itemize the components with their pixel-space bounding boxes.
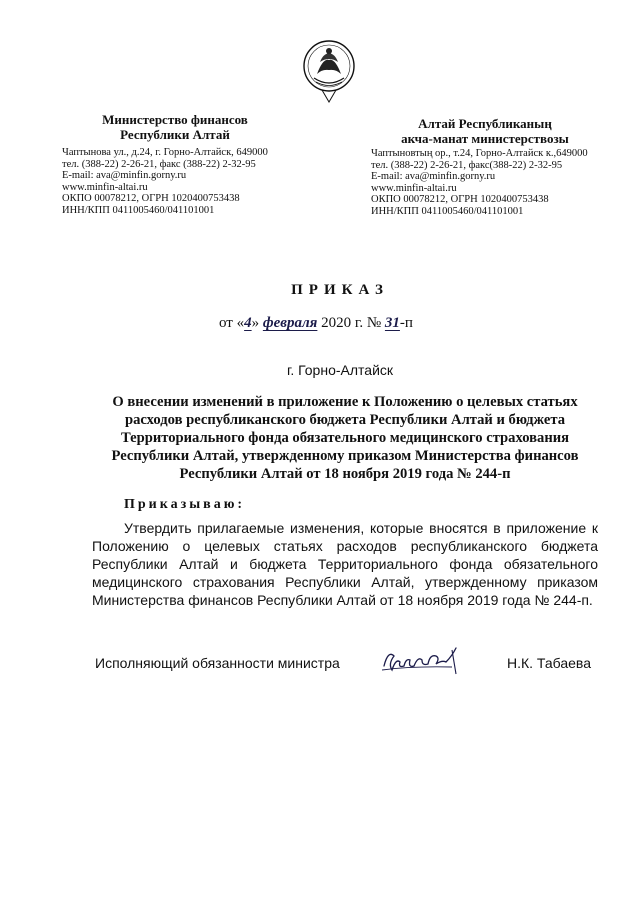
inn: ИНН/КПП 0411005460/041101001 [371, 205, 524, 217]
day-suffix: » [251, 315, 260, 331]
email: E-mail: ava@minfin.gorny.ru [62, 170, 187, 182]
order-year: 2020 г. № [321, 315, 382, 331]
handwritten-signature [378, 644, 468, 678]
contacts-altai [371, 148, 588, 218]
order-subject: О внесении изменений в приложение к Положению о целевых статьях расходов республиканского бюджета Республики Алтай и бюджета Территориального фонда обязательного медицинского страхования Республики Алтай, утвержденному приказом Министерства финансов Республики Алтай от 18 ноября 2019 года № 244-п [111, 394, 579, 482]
order-day: 4 [244, 315, 252, 331]
city: г. Горно-Алтайск [286, 362, 394, 378]
order-body: Утвердить прилагаемые изменения, которые вносятся в приложение к Положению о целевых статьях расходов республиканского бюджета Республики Алтай и бюджета Территориального фонда обязательного медицинского страхования Республики Алтай, утвержденному приказом Министерства финансов Республики Алтай от 18 ноября 2019 года № 244-п. [92, 520, 598, 608]
contacts-russian [62, 147, 268, 217]
website: www.minfin-altai.ru [371, 182, 457, 194]
address: Чаптынова ул., д.24, г. Горно-Алтайск, 649000 [62, 147, 268, 158]
ministry-title-line2: Республики Алтай [120, 127, 230, 142]
coat-of-arms-emblem [300, 36, 358, 106]
okpo: ОКПО 00078212, ОГРН 1020400753438 [371, 194, 549, 206]
phone: тел. (388-22) 2-26-21, факс(388-22) 2-32-95 [371, 159, 563, 171]
order-date-line [219, 315, 413, 332]
signatory-position: Исполняющий обязанности министра [95, 655, 340, 671]
email: E-mail: ava@minfin.gorny.ru [371, 171, 496, 183]
ministry-title-line1: Министерство финансов [102, 112, 248, 127]
ministry-title-line2: акча-манат министерствозы [401, 131, 569, 146]
ministry-title-line1: Алтай Республиканың [418, 116, 552, 131]
ministry-title-russian [70, 112, 280, 142]
order-title: ПРИКАЗ [291, 282, 389, 298]
address: Чаптыновтың ор., т.24, Горно-Алтайск к.,649000 [371, 148, 588, 159]
order-month: февраля [262, 315, 318, 331]
phone: тел. (388-22) 2-26-21, факс (388-22) 2-32-95 [62, 158, 256, 170]
signatory-name: Н.К. Табаева [507, 655, 591, 671]
number-suffix: -п [399, 315, 413, 331]
ministry-title-altai [360, 116, 610, 146]
okpo: ОКПО 00078212, ОГРН 1020400753438 [62, 193, 240, 205]
inn: ИНН/КПП 0411005460/041101001 [62, 204, 215, 216]
decree-word: Приказываю: [124, 497, 246, 512]
order-number: 31 [384, 315, 400, 331]
date-prefix: от « [219, 315, 245, 331]
website: www.minfin-altai.ru [62, 181, 148, 193]
